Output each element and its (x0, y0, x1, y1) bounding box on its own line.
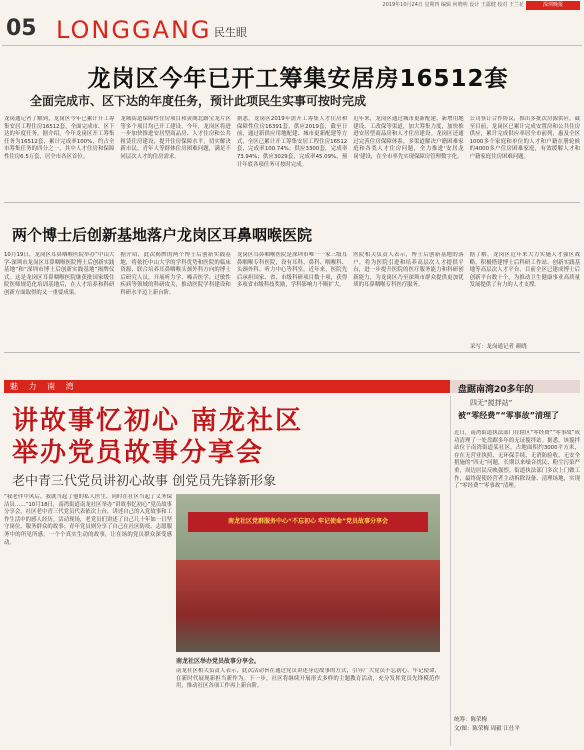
article3-column: “我老伴中风后，我就当起了他的私人医生，同时在社区当起了义务保洁员……”10月18日，南湾街道南龙社区举办“讲故事忆初心”党员故事分享会，社区老中青三代党员代表依次上台，讲述自己的入党故事和工作生活中的感人经历。活动现场，老党员们讲述了自己几十年如一日坚守岗位、服务群众的故事；青年党员则分享了自己在社区防疫、志愿服务中的所见所感。一个个真实生动的故事，让在场的党员群众深受感动。 (4, 494, 172, 546)
section-masthead (2, 14, 582, 46)
issue-meta: 2019年10月24日 星期四 编辑 何晓明 设计 王露健 校对 王兰花 (382, 2, 524, 8)
newspaper-tag: 深圳晚报 (526, 1, 580, 10)
article2-column: 医院相关负责人表示，博士后创新基地的落户，将为医院引进和培养高层次人才提供平台，进一步提升医院的医疗服务能力和科研创新能力，为龙岗区乃至深圳市群众提供更加优质的耳鼻咽喉专科医疗服务。 (353, 252, 464, 289)
column-band-label: 魅 力 南 湾 (10, 382, 78, 391)
article2-headline: 两个博士后创新基地落户龙岗区耳鼻咽喉医院 (12, 226, 313, 244)
article1-column: 龙岗通记者了解到，龙岗区今年已累计开工筹集安居工程住房16512套，全面完成市、区下达的年度任务。据介绍，今年龙岗区开工筹集任务为16512套，累计完成率100%，约占全市筹集任务的四分之一，其中人才住房和保障性住房6.5万套，居全市各区首位。 (4, 116, 115, 160)
photo-group (176, 560, 440, 652)
article2-column: 据介绍，此次揭牌的两个博士后创新实践基地，将依托中山大学的学科优势和医院的临床资源，联合培养耳鼻咽喉头颈外科方向的博士后研究人员，开展听力学、嗓音医学、过敏性疾病等领域的科研攻关，推动医院学科建设和科研水平迈上新台阶。 (120, 252, 231, 296)
sidebar-credits: 统筹：陈荣梅 文/图：陈荣梅 周毅 江仕平 (454, 717, 520, 732)
article3-subhead: 老中青三代党员讲初心故事 创党员先锋新形象 (12, 474, 277, 489)
column-band (4, 380, 450, 393)
article3-headline-line2: 举办党员故事分享会 (12, 438, 265, 468)
sidebar-headline-1: 盘踞南湾20多年的 (458, 385, 534, 395)
article1-column: 公司签订合作协议，推出多批次房源供应。截至目前，龙岗区已累计完成安置房和公共住房供应，累计完成供应率居全市前列，惠及全区1000多个家庭和单位的人才和户籍在册轮候的4000多户住房困难家庭，有效缓解人才和户籍家庭住房困难问题。 (469, 116, 581, 160)
article2-body (4, 252, 580, 348)
article3-headline-line1: 讲故事忆初心 南龙社区 (12, 406, 304, 436)
photo-banner: 南龙社区党群服务中心“不忘初心 牢记使命”党员故事分享会 (188, 512, 428, 532)
divider (4, 202, 580, 203)
column-divider (450, 396, 451, 746)
article2-column: 10月19日，龙岗区耳鼻咽喉医院举办“中山大学-深圳市龙岗区耳鼻咽喉医院博士后创新实践基地”和“深圳市博士后创新实践基地”揭牌仪式。这是龙岗区耳鼻咽喉医院继获批国家级住院医师规范化培训基地后，在人才培养和科研创新方面取得的又一重要成果。 (4, 252, 115, 296)
article1-headline: 龙岗区今年已开工筹集安居房16512套 (87, 66, 509, 92)
article1-column: 近年来，龙岗区通过城市更新配建、新增用地建设、工改保等渠道，加大筹集力度，加快推进安居型商品房和人才住房建设。龙岗区还通过完善住房保障体系，多渠道解决户籍困难家庭和各类人才住房问题，全力推进'安居龙岗'建设，在全市率先实现保障房管理数字化。 (353, 116, 464, 160)
top-bar (0, 0, 584, 12)
event-photo (176, 494, 440, 652)
section-name: LONGGANG (56, 16, 212, 44)
page-number: 05 (6, 16, 37, 41)
article2-byline: 采写：龙岗通记者 颜晓 (470, 344, 527, 350)
divider (4, 352, 580, 353)
article1-column: 龙城街道保障性住房项目和黄阁北路宝龙片区等多个项目均已开工建设。今年，龙岗区将进一步加快推进安居型商品房、人才住房和公共租赁住房建设，提升住房保障水平，切实解决新市民、青年人等群体住房困难问题，满足不同层次人才的住房需求。 (120, 116, 231, 160)
photo-caption: 南龙社区举办党员故事分享会。 (176, 658, 261, 665)
article1-body (4, 116, 580, 198)
article2-column: 龙岗区耳鼻咽喉医院是深圳市唯一一家三级耳鼻咽喉专科医院，设有耳科、鼻科、咽喉科、头颈外科、听力中心等科室。近年来，医院先后承担国家、省、市级科研项目数十项，获得多项省市级科技奖励，学科影响力不断扩大。 (236, 252, 348, 289)
sidebar-column: 近日，南湾街道执法部门在辖区“零经费”“零事故”成功清理了一处盘踞多年的无证搅拌站。据悉，该搅拌站位于南湾街道某社区，占地面积约3000平方米，存在无营业执照、无环保手续、无消防验收、无安全措施的“四无”问题，长期以来噪音扰民、粉尘污染严重，周边居民反映强烈。街道执法部门多次上门做工作，最终促使经营者主动拆除设备、清理场地，实现了“零经费”“零事故”清理。 (454, 430, 580, 490)
article3-bottom-column (176, 668, 440, 746)
article1-subhead: 全面完成市、区下达的年度任务，预计此项民生实事可按时完成 (30, 94, 367, 108)
article1-column: 据悉，龙岗区2019年需开工筹集人才住房和保障性住房16391套，供应2019套，截至日前，通过新供应用地配建、城市更新配建等方式，全区已累计开工筹集安居工程住房16512套，完成率100.74%；供应3300套，完成率73.94%；供应3029套，完成率45.09%，预计年底各项任务可按时完成。 (236, 116, 348, 168)
article2-column: 据了解，龙岗区近年来大力实施人才强区战略，积极搭建博士后科研工作站、创新实践基地等高层次人才平台，目前全区已建成博士后创新平台数十个，为推动卫生健康事业高质量发展提供了有力的人才支撑。 (469, 252, 581, 289)
article3-column: 南龙社区相关负责人表示，此次活动旨在通过党员讲述身边故事的方式，引导广大党员不忘初心、牢记使命，在新时代展现新担当新作为。下一步，社区将继续开展形式多样的主题教育活动，充分发挥党员先锋模范作用，推动社区各项工作再上新台阶。 (176, 668, 440, 690)
sidebar-headline-2: 四无“搅拌站” (470, 399, 513, 407)
sidebar-headline-3: 被“零经费”“零事故”清理了 (458, 411, 560, 420)
section-subtitle: 民生眼 (214, 26, 247, 39)
sidebar-body (454, 430, 580, 716)
article3-left-column (4, 494, 172, 744)
